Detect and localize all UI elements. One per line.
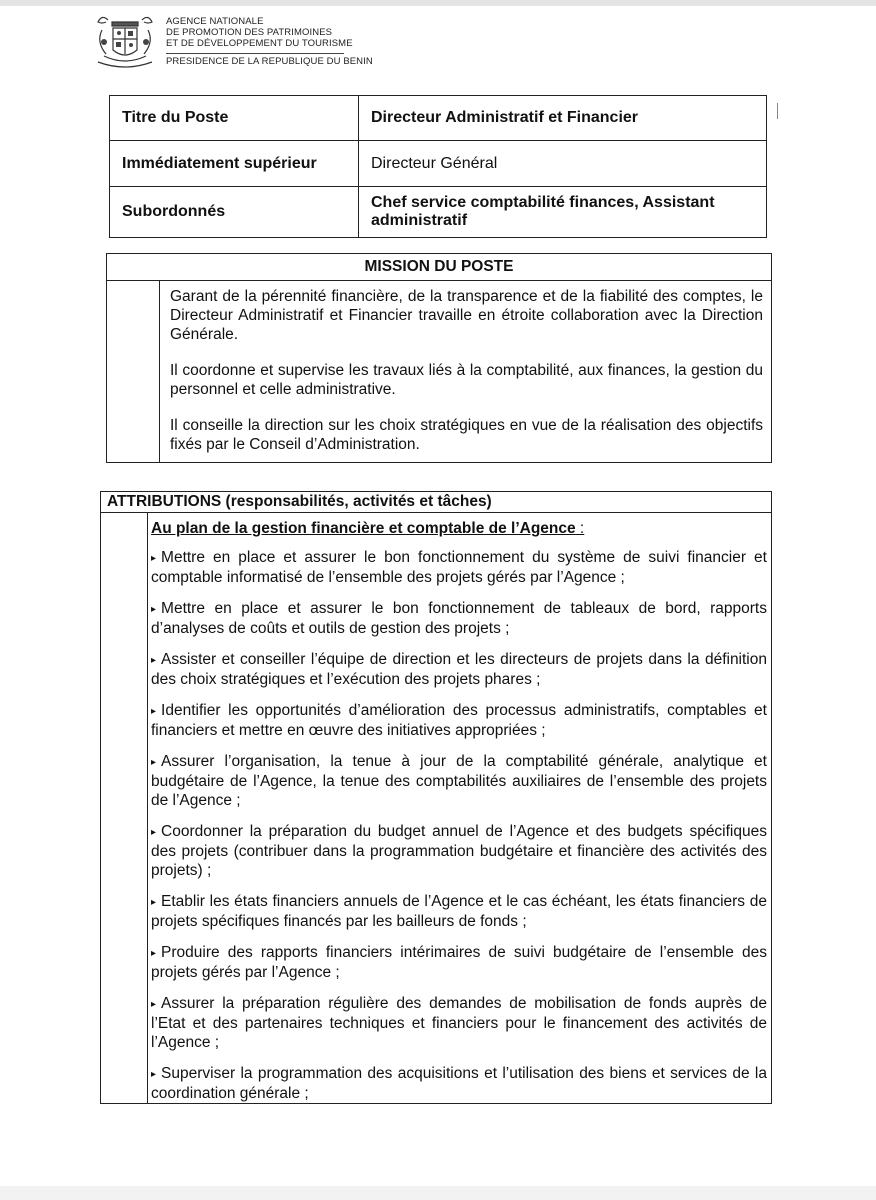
- job-title-value: Directeur Administratif et Financier: [359, 96, 767, 141]
- subordinates-label: Subordonnés: [110, 187, 359, 238]
- agency-line-3: ET DE DÉVELOPPEMENT DU TOURISME: [166, 38, 353, 49]
- list-item-text: Identifier les opportunités d’amélioration des processus administratifs, comptables et financiers et mettre en œuvre des initiatives appropriées ;: [151, 702, 767, 739]
- mission-table: [106, 253, 772, 463]
- page-top-edge: [0, 0, 876, 6]
- list-item: [151, 599, 767, 638]
- table-row: [110, 96, 767, 141]
- mission-body: [160, 281, 772, 463]
- list-item-text: Superviser la programmation des acquisitions et l’utilisation des biens et services de la coordination générale ;: [151, 1065, 767, 1102]
- list-item-text: Assurer l’organisation, la tenue à jour de la comptabilité générale, analytique et budgétaire de l’Agence, la tenue des comptabilités auxiliaires de l’ensemble des projets de l’Agence ;: [151, 753, 767, 809]
- list-item-text: Assurer la préparation régulière des demandes de mobilisation de fonds auprès de l’Etat et des partenaires techniques et financiers pour le financement des activités de l’Agence ;: [151, 995, 767, 1051]
- list-item: [151, 943, 767, 982]
- attributions-table: [100, 491, 772, 1104]
- agency-line-4: PRESIDENCE DE LA REPUBLIQUE DU BENIN: [166, 56, 373, 67]
- list-item: [151, 752, 767, 810]
- list-item: [151, 548, 767, 587]
- attributions-body: [148, 513, 772, 1104]
- scan-edge-mark: [777, 103, 778, 119]
- list-item: [151, 1064, 767, 1103]
- triangle-bullet-icon: ▸: [151, 948, 157, 959]
- table-row: [110, 187, 767, 238]
- superior-label: Immédiatement supérieur: [110, 141, 359, 187]
- list-item: [151, 822, 767, 880]
- list-item-text: Produire des rapports financiers intérimaires de suivi budgétaire de l’ensemble des projets gérés par l’Agence ;: [151, 944, 767, 981]
- subordinates-value: Chef service comptabilité finances, Assistant administratif: [359, 187, 767, 238]
- header-divider: [166, 53, 344, 54]
- mission-paragraph: Il conseille la direction sur les choix stratégiques en vue de la réalisation des objectifs fixés par le Conseil d’Administration.: [170, 417, 763, 453]
- list-item-text: Mettre en place et assurer le bon fonctionnement du système de suivi financier et comptable informatisé de l’ensemble des projets gérés par l’Agence ;: [151, 549, 767, 586]
- triangle-bullet-icon: ▸: [151, 827, 157, 838]
- triangle-bullet-icon: ▸: [151, 1069, 157, 1080]
- mission-title: MISSION DU POSTE: [107, 254, 772, 281]
- document-header: [94, 12, 394, 74]
- list-item-text: Assister et conseiller l’équipe de direction et les directeurs de projets dans la définition des choix stratégiques et l’exécution des projets phares ;: [151, 651, 767, 688]
- agency-line-1: AGENCE NATIONALE: [166, 16, 264, 27]
- list-item-text: Mettre en place et assurer le bon fonctionnement de tableaux de bord, rapports d’analyses de coûts et outils de gestion des projets ;: [151, 600, 767, 637]
- triangle-bullet-icon: ▸: [151, 897, 157, 908]
- section-title: [151, 519, 767, 538]
- list-item-text: Etablir les états financiers annuels de l’Agence et le cas échéant, les états financiers de projets spécifiques financés par les bailleurs de fonds ;: [151, 893, 767, 930]
- attributions-list: [151, 548, 767, 1103]
- table-row: [110, 141, 767, 187]
- triangle-bullet-icon: ▸: [151, 553, 157, 564]
- triangle-bullet-icon: ▸: [151, 655, 157, 666]
- job-info-table: [109, 95, 767, 238]
- coat-of-arms-icon: [94, 12, 156, 70]
- triangle-bullet-icon: ▸: [151, 604, 157, 615]
- attributions-gutter: [101, 513, 148, 1104]
- list-item-text: Coordonner la préparation du budget annuel de l’Agence et des budgets spécifiques des projets (contribuer dans la programmation budgétaire et financière des activités des projets) ;: [151, 823, 767, 879]
- list-item: [151, 892, 767, 931]
- job-title-label: Titre du Poste: [110, 96, 359, 141]
- mission-gutter: [107, 281, 160, 463]
- agency-line-2: DE PROMOTION DES PATRIMOINES: [166, 27, 333, 38]
- attributions-title: ATTRIBUTIONS (responsabilités, activités et tâches): [101, 492, 772, 513]
- agency-name: [166, 16, 373, 67]
- triangle-bullet-icon: ▸: [151, 757, 157, 768]
- section-title-colon: :: [575, 520, 585, 537]
- mission-paragraph: Garant de la pérennité financière, de la transparence et de la fiabilité des comptes, le Directeur Administratif et Financier travaille en étroite collaboration avec la Direction Générale.: [170, 288, 763, 343]
- list-item: [151, 994, 767, 1052]
- triangle-bullet-icon: ▸: [151, 999, 157, 1010]
- triangle-bullet-icon: ▸: [151, 706, 157, 717]
- list-item: [151, 701, 767, 740]
- page-bottom-edge: [0, 1186, 876, 1200]
- list-item: [151, 650, 767, 689]
- section-title-text: Au plan de la gestion financière et comptable de l’Agence: [151, 520, 576, 537]
- superior-value: Directeur Général: [359, 141, 767, 187]
- mission-paragraph: Il coordonne et supervise les travaux liés à la comptabilité, aux finances, la gestion du personnel et celle administrative.: [170, 362, 763, 398]
